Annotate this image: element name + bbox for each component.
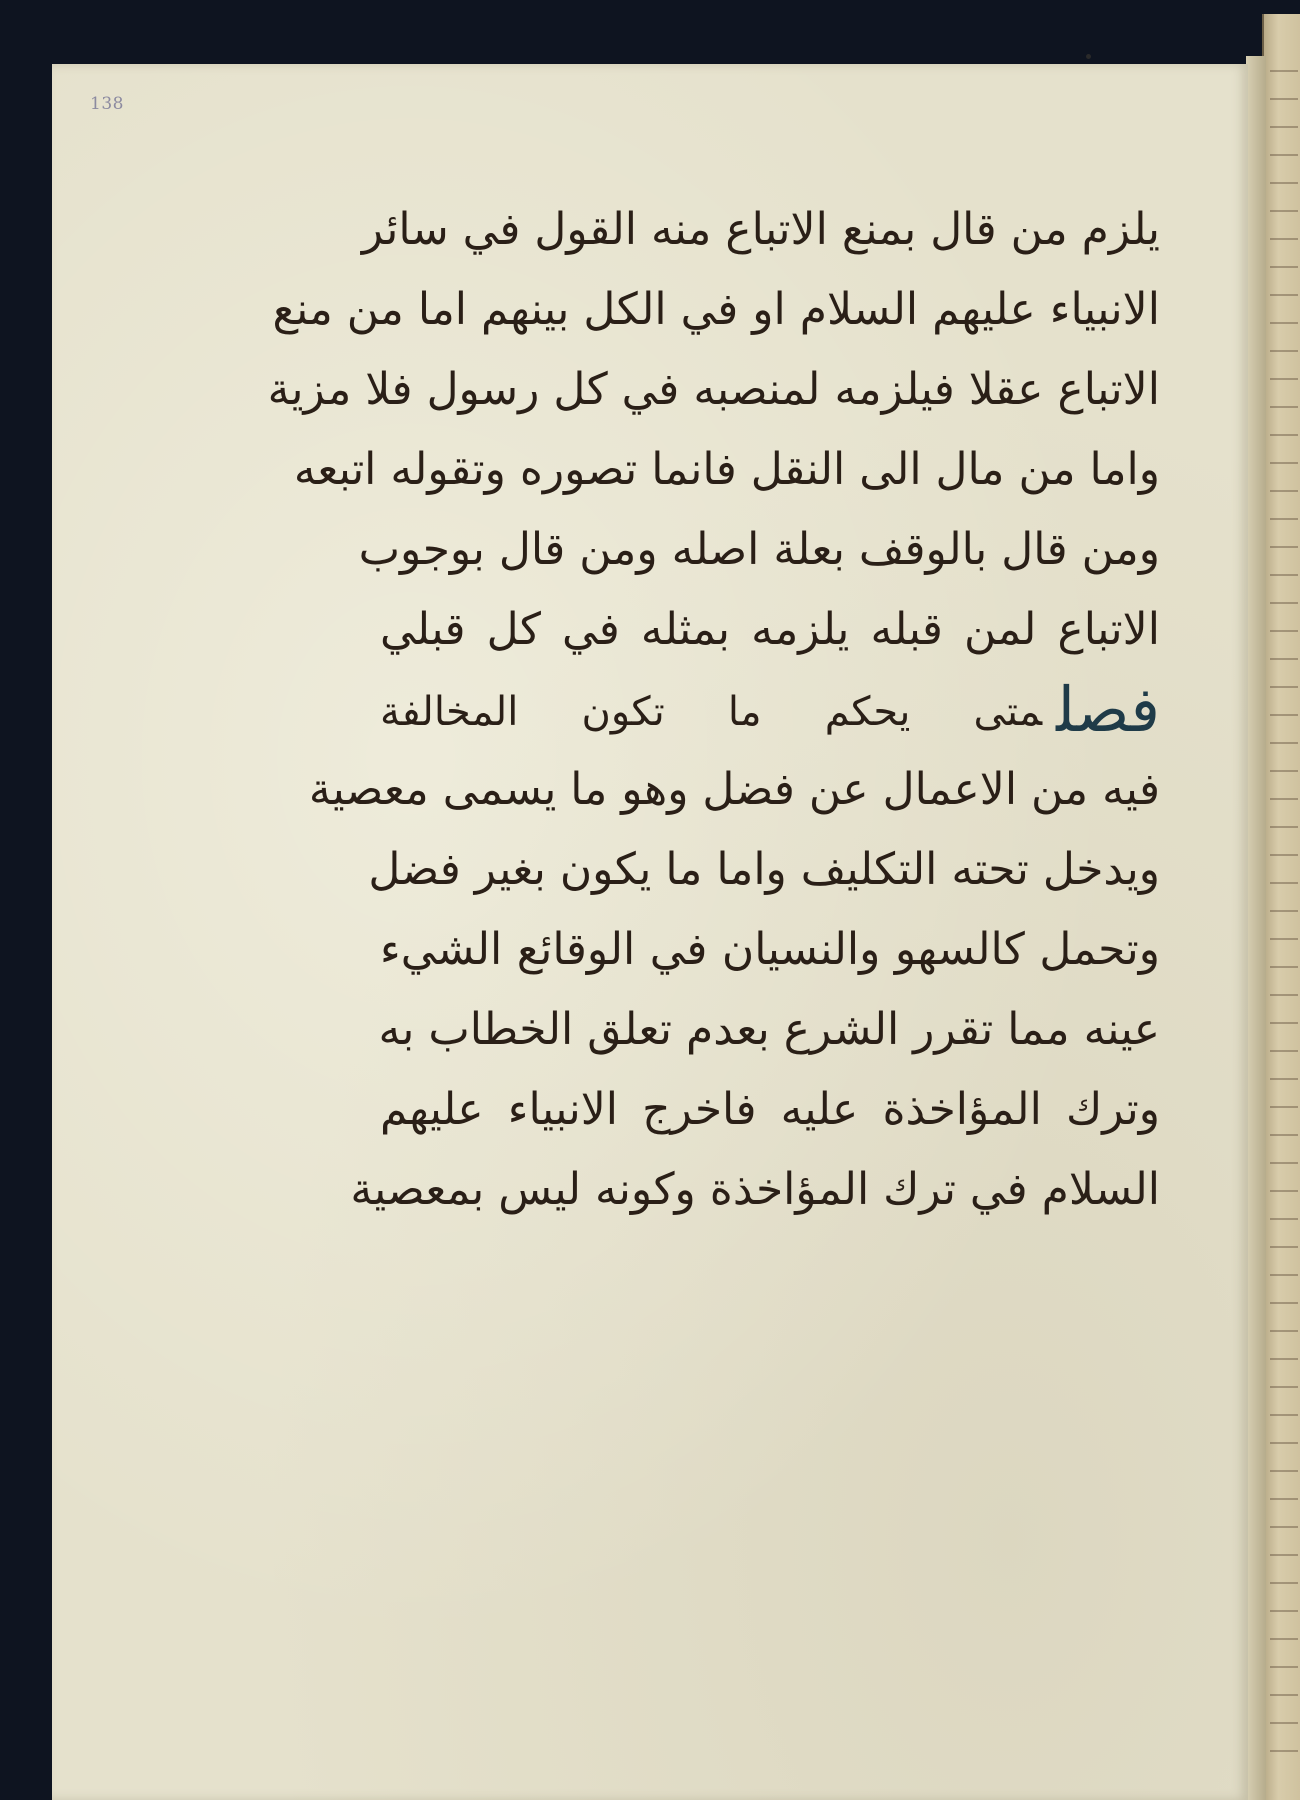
text-line-10: وتحمل كالسهو والنسيان في الوقائع الشيء [380,924,1160,975]
text-block [267,190,1160,1230]
ink-dot [1086,54,1091,59]
text-line-12: وترك المؤاخذة عليه فاخرج الانبياء عليهم [380,1084,1160,1135]
folio-number: 138 [90,94,124,114]
next-folio-edge [1262,14,1300,1800]
text-line-5: ومن قال بالوقف بعلة اصله ومن قال بوجوب [358,524,1160,575]
section-heading-line [380,670,1160,750]
text-line-11: عينه مما تقرر الشرع بعدم تعلق الخطاب به [378,1004,1160,1055]
section-rubric: فصل [1056,673,1160,746]
text-line-13: السلام في ترك المؤاخذة وكونه ليس بمعصية [350,1164,1160,1215]
section-heading-text: متى يحكم ما تكون المخالفة [380,689,1043,735]
page-edge [1246,56,1266,1800]
text-line-3: الاتباع عقلا فيلزمه لمنصبه في كل رسول فلا مزية [267,364,1160,415]
text-line-8: فيه من الاعمال عن فضل وهو ما يسمى معصية [308,764,1160,815]
text-line-4: واما من مال الى النقل فانما تصوره وتقوله اتبعه [293,444,1160,495]
next-folio-text-bleed [1270,54,1298,1760]
text-line-1: يلزم من قال بمنع الاتباع منه القول في سائر [361,204,1160,255]
text-line-9: ويدخل تحته التكليف واما ما يكون بغير فضل [368,844,1160,895]
text-line-6: الاتباع لمن قبله يلزمه بمثله في كل قبلي [380,604,1160,655]
text-line-2: الانبياء عليهم السلام او في الكل بينهم اما من منع [272,284,1160,335]
